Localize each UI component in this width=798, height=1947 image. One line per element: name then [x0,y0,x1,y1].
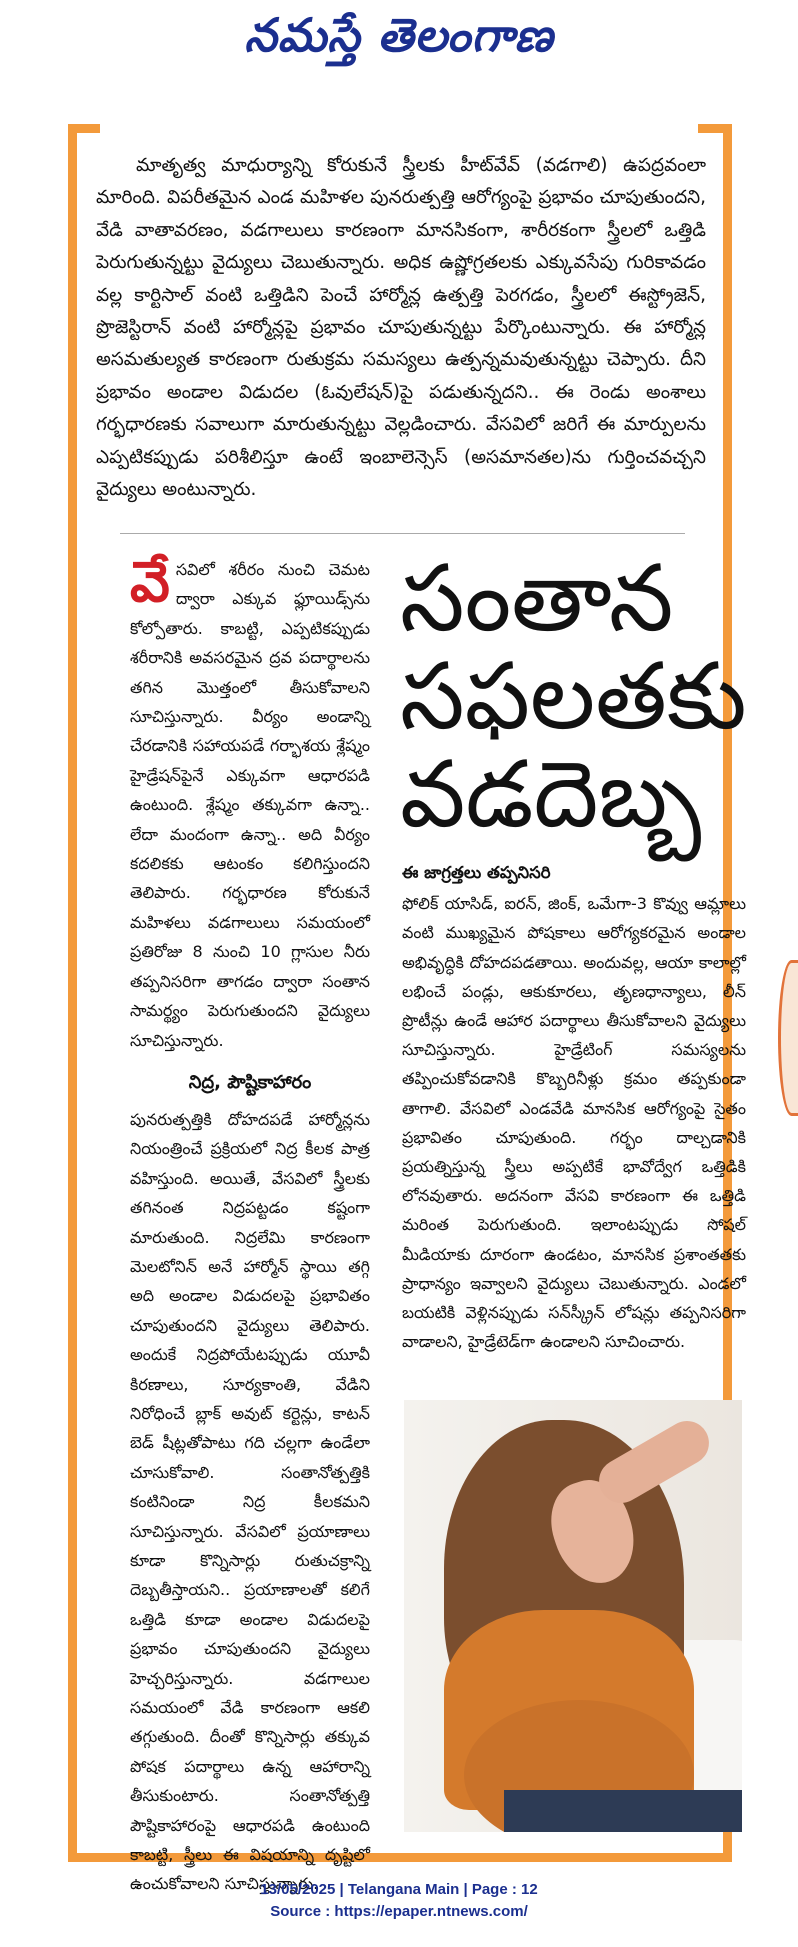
headline-line-3: వడదెబ్బ [400,741,702,848]
side-graphic [778,960,798,1116]
left-para-2: పునరుత్పత్తికి దోహదపడే హార్మోన్లను నియంత్రించే ప్రక్రియలో నిద్ర కీలక పాత్ర వహిస్తుంది. అయితే, వేసవిలో స్త్రీలకు తగినంత నిద్రపట్టడం కష్టంగా మారుతుంది. నిద్రలేమి కారణంగా మెలటోనిన్ అనే హార్మోన్ స్థాయి తగ్గి అది అండాల విడుదలపై ప్రభావితం చూపుతుందని వైద్యులు తెలిపారు. అందుకే నిద్రపోయేటప్పుడు యూవీ కిరణాలు, సూర్యకాంతి, వేడిని నిరోధించే బ్లాక్ అవుట్ కర్టెన్లు, కాటన్ బెడ్ షీట్లతోపాటు గది చల్లగా ఉండేలా చూసుకోవాలి. సంతానోత్పత్తికి కంటినిండా నిద్ర కీలకమని సూచిస్తున్నారు. వేసవిలో ప్రయాణాలు కూడా కొన్నిసార్లు రుతుచక్రాన్ని దెబ్బతీస్తాయని.. ప్రయాణాలతో కలిగే ఒత్తిడి కూడా అండాల విడుదలపై ప్రభావం చూపుతుందని వైద్యులు హెచ్చరిస్తున్నారు. వడగాలుల సమయంలో వేడి కారణంగా ఆకలి తగ్గుతుంది. దీంతో కొన్నిసార్లు తక్కువ పోషక పదార్థాలు ఉన్న ఆహారాన్ని తీసుకుంటారు. సంతానోత్పత్తి పౌష్టికాహారంపై ఆధారపడి ఉంటుంది కాబట్టి, స్త్రీలు ఈ విషయాన్ని దృష్టిలో ఉంచుకోవాలని సూచిస్తున్నారు. [130,1109,370,1894]
headline-line-1: సంతాన [400,545,674,652]
masthead: నమస్తే తెలంగాణ [244,8,554,62]
footer [0,1879,798,1923]
footer-source-line: Source : https://epaper.ntnews.com/ [270,1903,528,1920]
photo-pants [504,1790,742,1832]
right-column [402,858,746,1356]
right-body: ఫోలిక్ యాసిడ్, ఐరన్, జింక్, ఒమేగా-3 కొవ్వు ఆమ్లాలు వంటి ముఖ్యమైన పోషకాలు ఆరోగ్యకరమైన అండాల అభివృద్ధికి దోహదపడతాయి. అందువల్ల, ఆయా కాలాల్లో లభించే పండ్లు, ఆకుకూరలు, తృణధాన్యాలు, లీన్ ప్రొటీన్లు ఉండే ఆహార పదార్థాలు తీసుకోవాలని వైద్యులు సూచిస్తున్నారు. హైడ్రేటింగ్ సమస్యలను తప్పించుకోవడానికి కొబ్బరినీళ్లు క్రమం తప్పకుండా తాగాలి. వేసవిలో ఎండవేడి మానసిక ఆరోగ్యంపై సైతం ప్రభావితం చూపుతుంది. గర్భం దాల్చడానికి ప్రయత్నిస్తున్న స్త్రీలు అప్పటికే భావోద్వేగ ఒత్తిడికి లోనవుతారు. అదనంగా వేసవి కారణంగా ఈ ఒత్తిడి మరింత పెరుగుతుంది. ఇలాంటప్పుడు సోషల్ మీడియాకు దూరంగా ఉండటం, మానసిక ప్రశాంతతకు ప్రాధాన్యం ఇవ్వాలని వైద్యులు చెబుతున్నారు. ఎండలో బయటికి వెళ్లినప్పుడు సన్‌స్క్రీన్ లోషన్లు తప్పనిసరిగా వాడాలని, హైడ్రేటెడ్‌గా ఉండాలని సూచించారు. [402,894,746,1352]
dropcap: వే [130,550,170,615]
left-para-1 [130,550,370,1055]
woman-photo [404,1400,742,1832]
right-subhead: ఈ జాగ్రత్తలు తప్పనిసరి [402,863,551,882]
intro-text: మాతృత్వ మాధుర్యాన్ని కోరుకునే స్త్రీలకు హీట్‌వేవ్ (వడగాలి) ఉపద్రవంలా మారింది. విపరీతమైన ఎండ మహిళల పునరుత్పత్తి ఆరోగ్యంపై ప్రభావం చూపుతుందని, వేడి వాతావరణం, వడగాలులు కారణంగా మానసికంగా, శారీరకంగా స్త్రీలలో ఒత్తిడి పెరుగుతున్నట్టు వైద్యులు చెబుతున్నారు. అధిక ఉష్ణోగ్రతలకు ఎక్కువసేపు గురికావడం వల్ల కార్టిసాల్ వంటి ఒత్తిడిని పెంచే హార్మోన్ల ఉత్పత్తి పెరగడం, స్త్రీలలో ఈస్ట్రోజెన్, ప్రొజెస్టిరాన్ వంటి హార్మోన్లపై ప్రభావం చూపుతున్నట్టు పేర్కొంటున్నారు. ఈ హార్మోన్ల అసమతుల్యత కారణంగా రుతుక్రమ సమస్యలు ఉత్పన్నమవుతున్నట్టు చెప్పారు. దీని ప్రభావం అండాల విడుదల (ఓవులేషన్)పై పడుతున్నదని.. ఈ రెండు అంశాలు గర్భధారణకు సవాలుగా మారుతున్నట్టు వెల్లడించారు. వేసవిలో జరిగే ఈ మార్పులను ఎప్పటికప్పుడు పరిశీలిస్తూ ఉంటే ఇంబాలెన్సెస్ (అసమానతల)ను గుర్తించవచ్చని వైద్యులు అంటున్నారు. [96,155,706,501]
headline-line-2: సఫలతకు [400,643,747,750]
divider [120,533,685,534]
headline [400,545,760,848]
left-para-1-text: సవిలో శరీరం నుంచి చెమట ద్వారా ఎక్కువ ఫ్లూయిడ్స్‌ను కోల్పోతారు. కాబట్టి, ఎప్పటికప్పుడు శరీరానికి అవసరమైన ద్రవ పదార్థాలను తగిన మొత్తంలో తీసుకోవాలని సూచిస్తున్నారు. వీర్యం అండాన్ని చేరడానికి సహాయపడే గర్భాశయ శ్లేష్మం హైడ్రేషన్‌పైనే ఎక్కువగా ఆధారపడి ఉంటుంది. శ్లేష్మం తక్కువగా ఉన్నా.. లేదా మందంగా ఉన్నా.. అది వీర్యం కదలికకు ఆటంకం కలిగిస్తుందని తెలిపారు. గర్భధారణ కోరుకునే మహిళలు వడగాలులు సమయంలో ప్రతిరోజు 8 నుంచి 10 గ్లాసుల నీరు తప్పనిసరిగా తాగడం ద్వారా సంతాన సామర్థ్యం పెరుగుతుందని వైద్యులు సూచిస్తున్నారు. [130,560,370,1050]
frame-left [68,124,77,1862]
footer-date-line: 13/05/2025 | Telangana Main | Page : 12 [260,1881,538,1898]
intro-paragraph [96,150,706,506]
left-column [130,550,370,1899]
left-subhead: నిద్ర, పౌష్టికాహారం [188,1071,312,1093]
